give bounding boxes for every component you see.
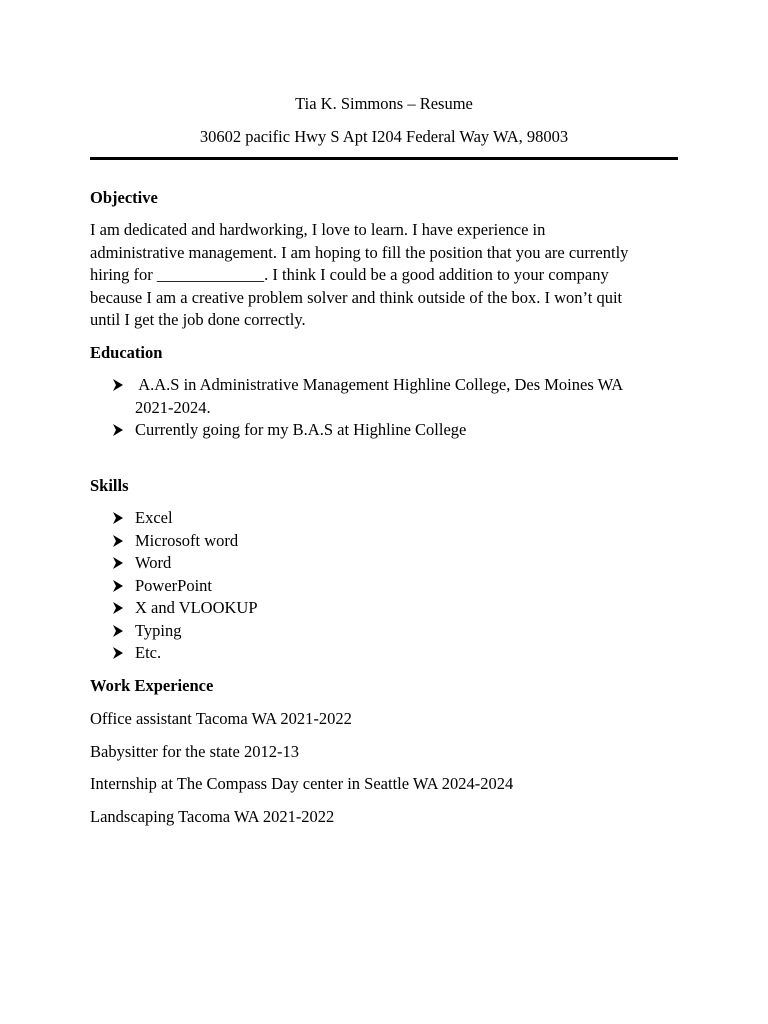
skill-text: X and VLOOKUP [135,598,258,617]
skill-text: Typing [135,620,182,640]
resume-title: Tia K. Simmons – Resume [295,94,473,113]
arrowhead-bullet-icon [112,419,126,442]
arrowhead-bullet-icon [112,575,126,598]
skill-text: Microsoft word [135,530,239,550]
arrowhead-bullet-icon [112,552,126,575]
skill-text: Etc. [135,643,162,662]
objective-line: I am dedicated and hardworking, I love to learn. I have experience in [90,220,546,239]
education-item-text: Currently going for my B.A.S at Highline College [135,420,467,439]
objective-line: because I am a creative problem solver and think outside of the box. I won’t quit [90,287,623,307]
list-item [90,419,623,442]
list-item [90,642,258,665]
list-item [90,530,258,553]
list-item [90,575,258,598]
arrowhead-bullet-icon [112,530,126,553]
objective-line: until I get the job done correctly. [90,310,306,329]
education-item-text: A.A.S in Administrative Management Highline College, Des Moines WA [135,375,624,394]
education-item-text-cont: 2021-2024. [135,397,211,417]
work-entry: Office assistant Tacoma WA 2021-2022 [90,709,352,728]
header-divider [90,157,678,160]
work-experience-heading: Work Experience [90,676,214,695]
objective-line: hiring for _____________. I think I could be a good addition to your company [90,265,609,284]
list-item [90,552,258,575]
skills-heading: Skills [90,476,129,495]
arrowhead-bullet-icon [112,620,126,643]
resume-page [90,0,678,1024]
skill-text: Word [135,553,172,572]
arrowhead-bullet-icon [112,597,126,620]
arrowhead-bullet-icon [112,374,126,397]
work-entry: Landscaping Tacoma WA 2021-2022 [90,807,335,826]
skills-list [90,507,258,665]
work-entry: Babysitter for the state 2012-13 [90,742,299,761]
list-item [90,507,258,530]
address-line: 30602 pacific Hwy S Apt I204 Federal Way WA, 98003 [199,127,569,146]
education-heading: Education [90,343,163,362]
arrowhead-bullet-icon [112,642,126,665]
objective-paragraph [90,219,670,332]
arrowhead-bullet-icon [112,507,126,530]
work-entry: Internship at The Compass Day center in Seattle WA 2024-2024 [90,774,514,793]
objective-line: administrative management. I am hoping to fill the position that you are currently [90,242,629,262]
list-item [90,597,258,620]
skill-text: Excel [135,508,173,527]
education-list [90,374,623,442]
list-item [90,620,258,643]
skill-text: PowerPoint [135,575,213,595]
list-item [90,374,623,419]
objective-heading: Objective [90,188,158,207]
